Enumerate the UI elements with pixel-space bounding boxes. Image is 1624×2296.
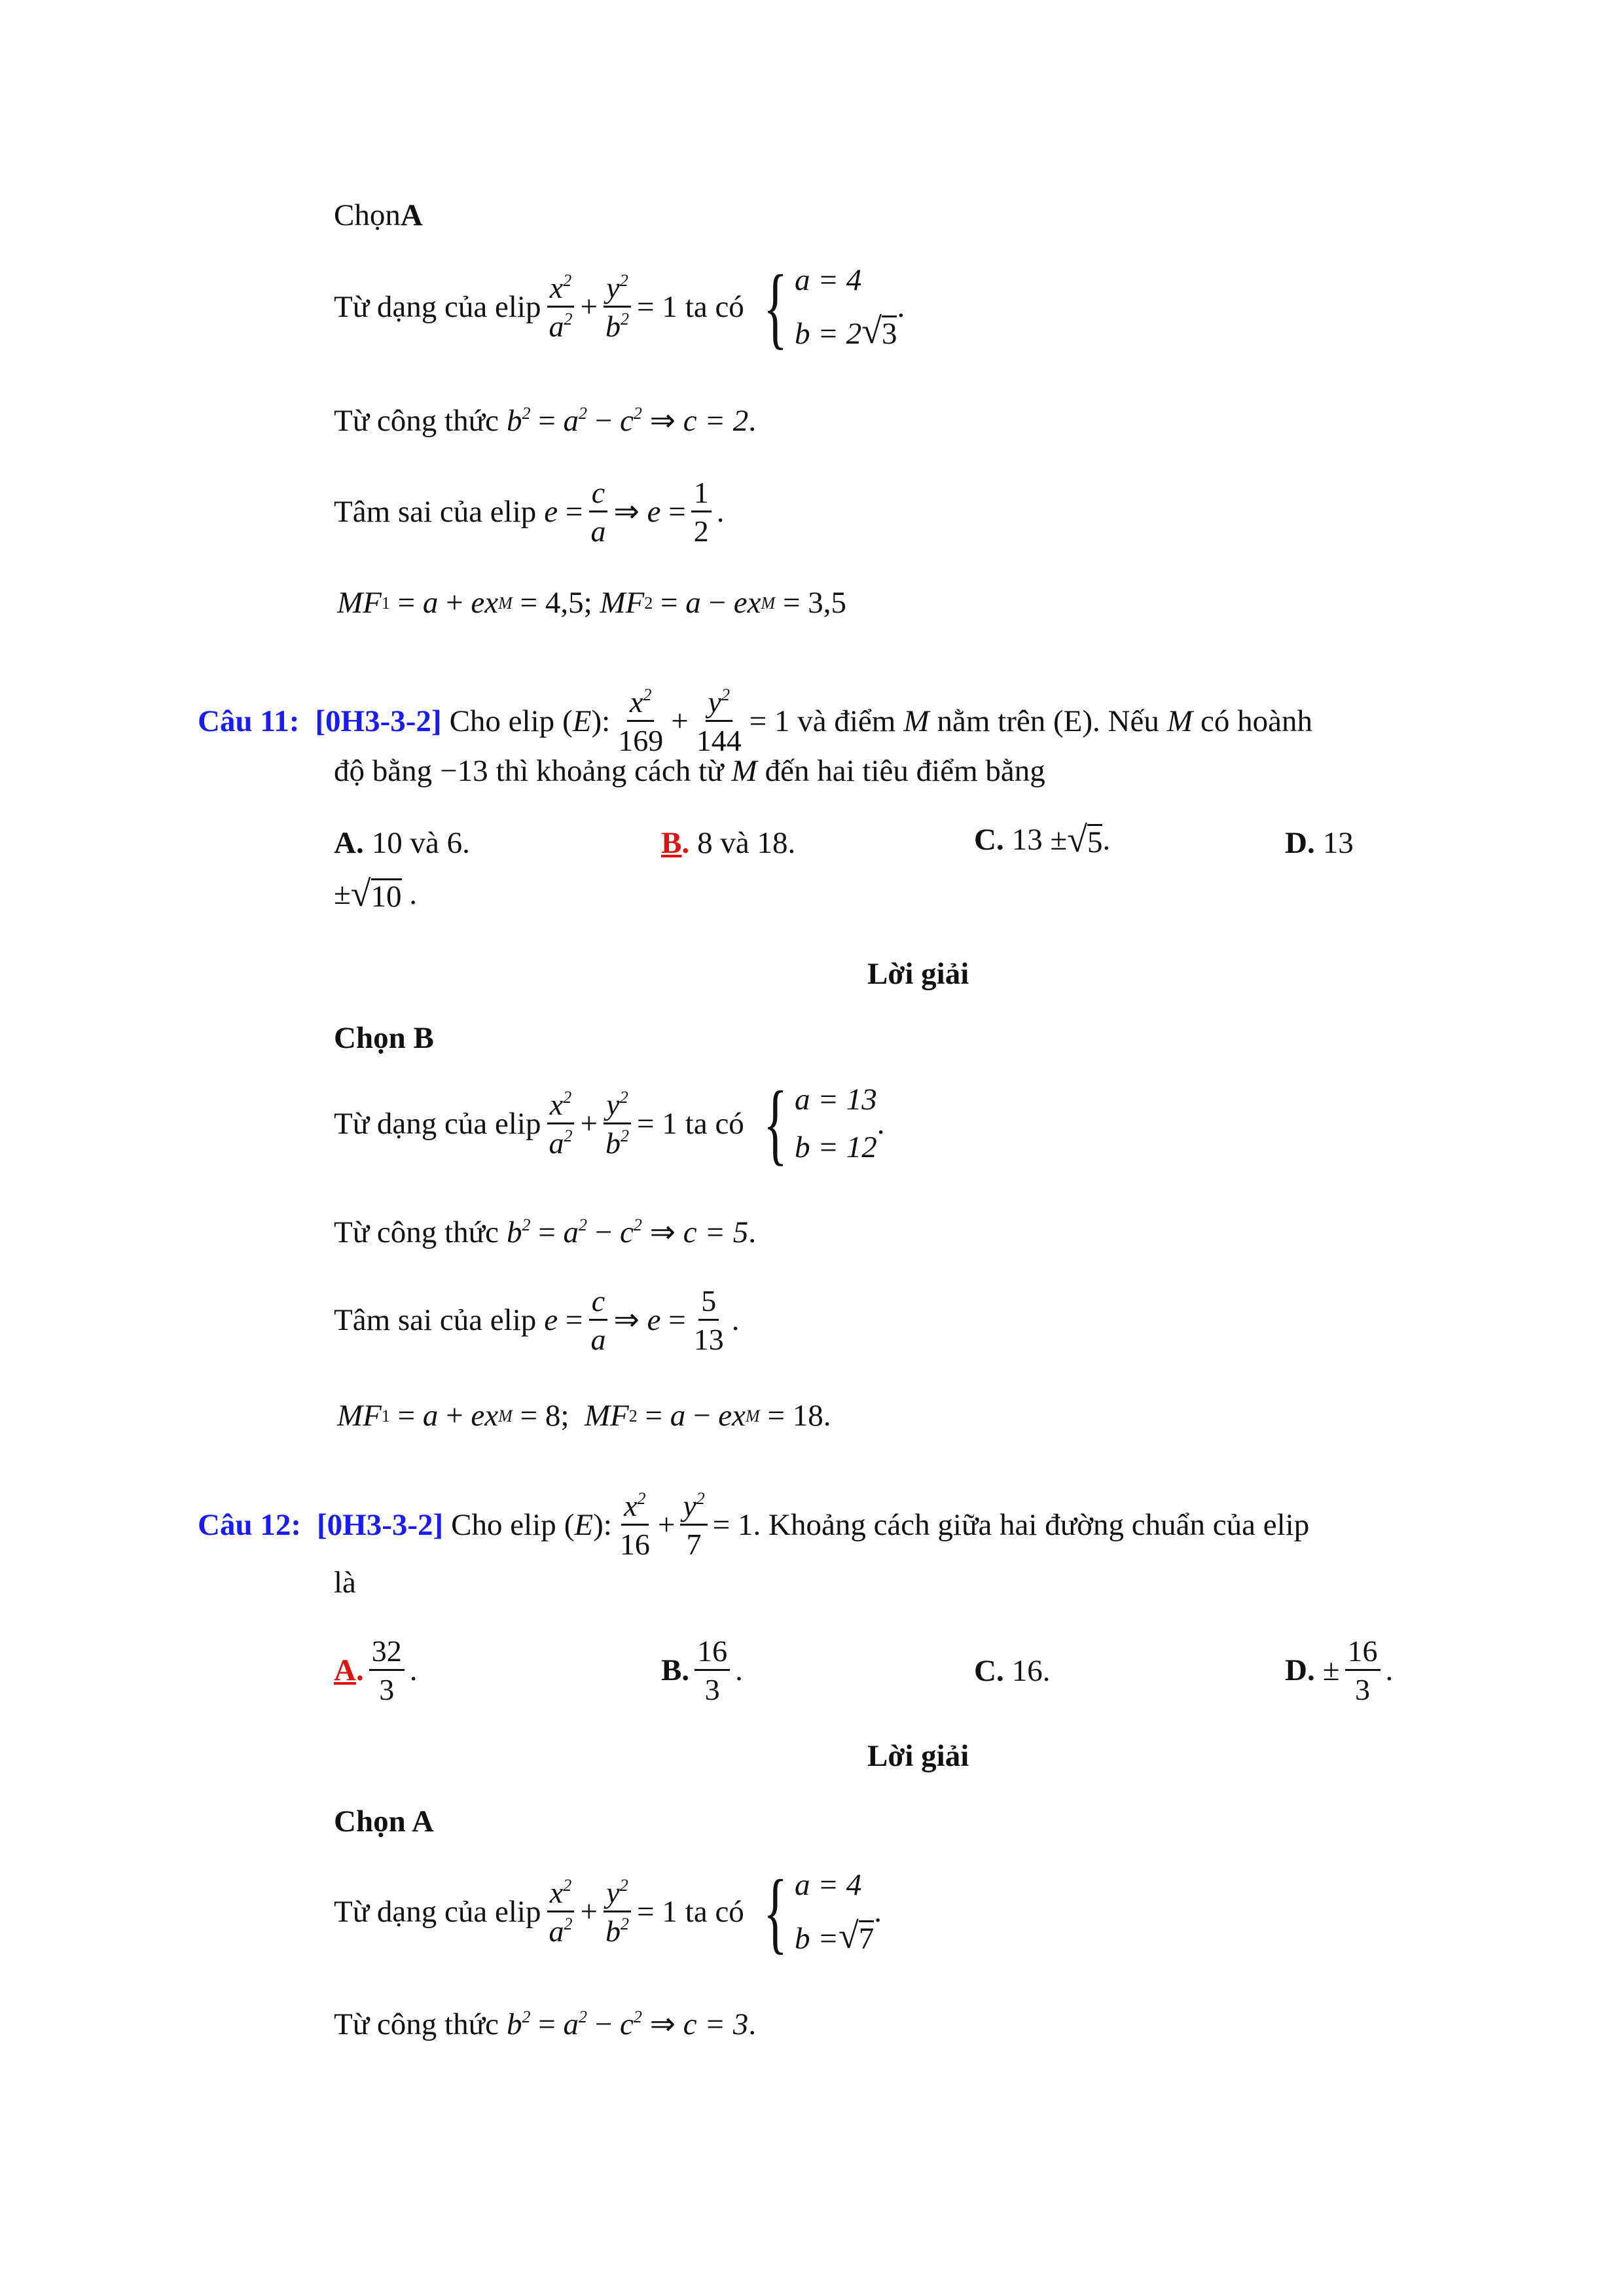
q12-option-a-correct[interactable]: A . $\frac{32}{3}$ . (334, 1634, 418, 1706)
ellipse-form-line-3: Từ dạng của elip $\frac{x^2}{a^2}$ + $\frac{y^2}{b^2}$ = 1 ta có { a = 4 b = √ 7 . (334, 1861, 882, 1963)
q11-chon: Chọn B (334, 1021, 434, 1055)
question-11-line-2: độ bằng −13 thì khoảng cách từ M đến hai tiêu điểm bằng (334, 754, 1045, 788)
mf2-value: = 3,5 (782, 586, 846, 620)
formula-line-1: Từ công thức $b^2$ = $a^2$ − $c^2$ ⇒ c = 2 . (334, 404, 757, 438)
tam-sai-text: Tâm sai của elip (334, 495, 537, 529)
chon-letter: A (400, 198, 423, 232)
chon-text: Chọn (334, 198, 401, 232)
q11-option-c[interactable]: C. 13 ± √ 5 . (974, 819, 1111, 860)
formula-line-2: Từ công thức $b^2$ = $a^2$ − $c^2$ ⇒ c = 5 . (334, 1215, 757, 1249)
fraction-x2-a2: $\frac{x^2}{a^2}$ (547, 273, 575, 342)
a-equation: a = 4 (795, 263, 862, 297)
q11-option-d[interactable]: D. 13 (1285, 826, 1354, 860)
eccentricity-line-1: Tâm sai của elip e = $\frac{c}{a}$ ⇒ e = $\frac{1}{2}$ . (334, 476, 725, 548)
system-a-b: { a = 4 b = 2 √ 3 (763, 256, 897, 358)
ellipse-form-line-2: Từ dạng của elip $\frac{x^2}{a^2}$ + $\frac{y^2}{b^2}$ = 1 ta có { a = 13 b = 12 . (334, 1073, 885, 1174)
question-12-label: Câu 12: (198, 1508, 301, 1542)
question-11: Câu 11: [0H3-3-2] Cho elip ( E ): $\frac{x^2}{169}$ + $\frac{y^2}{144}$ = 1 và điểm M nằm trên (E). Nếu M có hoành (198, 685, 1312, 757)
formula-line-3: Từ công thức $b^2$ = $a^2$ − $c^2$ ⇒ c = 3 . (334, 2007, 757, 2041)
question-12-line-2: là (334, 1566, 356, 1600)
q12-option-c[interactable]: C. 16 . (974, 1654, 1051, 1688)
chon-a-line (334, 200, 423, 231)
q11-option-a[interactable]: A. 10 và 6. (334, 826, 470, 860)
cong-thuc-text: Từ công thức (334, 404, 499, 438)
c-result: c = 2 (683, 404, 749, 438)
ta-co-text: ta có (685, 290, 744, 324)
question-12-code: [0H3-3-2] (316, 1508, 444, 1542)
q11-option-b-correct[interactable]: B . 8 và 18. (661, 826, 796, 860)
q12-solution-heading: Lời giải (867, 1739, 969, 1773)
q12-option-b[interactable]: B. $\frac{16}{3}$ . (661, 1634, 743, 1706)
focal-radius-line-2: MF 1 = a + ex M = 8 ; MF 2 = a − ex M = 18 . (337, 1399, 831, 1433)
dang-text: Từ dạng của elip (334, 290, 541, 324)
q11-solution-heading: Lời giải (867, 957, 969, 991)
e-fraction: $\frac{1}{2}$ (691, 478, 712, 547)
eccentricity-line-2: Tâm sai của elip e = $\frac{c}{a}$ ⇒ e = $\frac{5}{13}$ . (334, 1284, 740, 1356)
fraction-y2-b2: $\frac{y^2}{b^2}$ (603, 273, 632, 342)
question-12: Câu 12: [0H3-3-2] Cho elip ( E ): $\frac{x^2}{16}$ + $\frac{y^2}{7}$ = 1. Khoảng cách giữa hai đường chuẩn của elip (198, 1489, 1310, 1561)
b-sqrt-arg: 3 (881, 317, 897, 351)
q12-option-d[interactable]: D. ± $\frac{16}{3}$ . (1285, 1634, 1394, 1706)
question-11-code: [0H3-3-2] (315, 704, 442, 738)
ellipse-form-line-1: Từ dạng của elip $\frac{x^2}{a^2}$ + $\frac{y^2}{b^2}$ = 1 ta có { a = 4 b = 2 √ 3 . (334, 256, 905, 358)
q11-option-d-cont: ± √ 10 . (334, 874, 418, 914)
focal-radius-line-1: MF 1 = a + ex M = 4,5 ; MF 2 = a − ex M = 3,5 (337, 586, 846, 620)
question-11-label: Câu 11: (198, 704, 300, 738)
q12-chon: Chọn A (334, 1804, 434, 1839)
b-equation: b = 2 (795, 317, 862, 351)
mf1-value: = 4,5 (520, 586, 584, 620)
